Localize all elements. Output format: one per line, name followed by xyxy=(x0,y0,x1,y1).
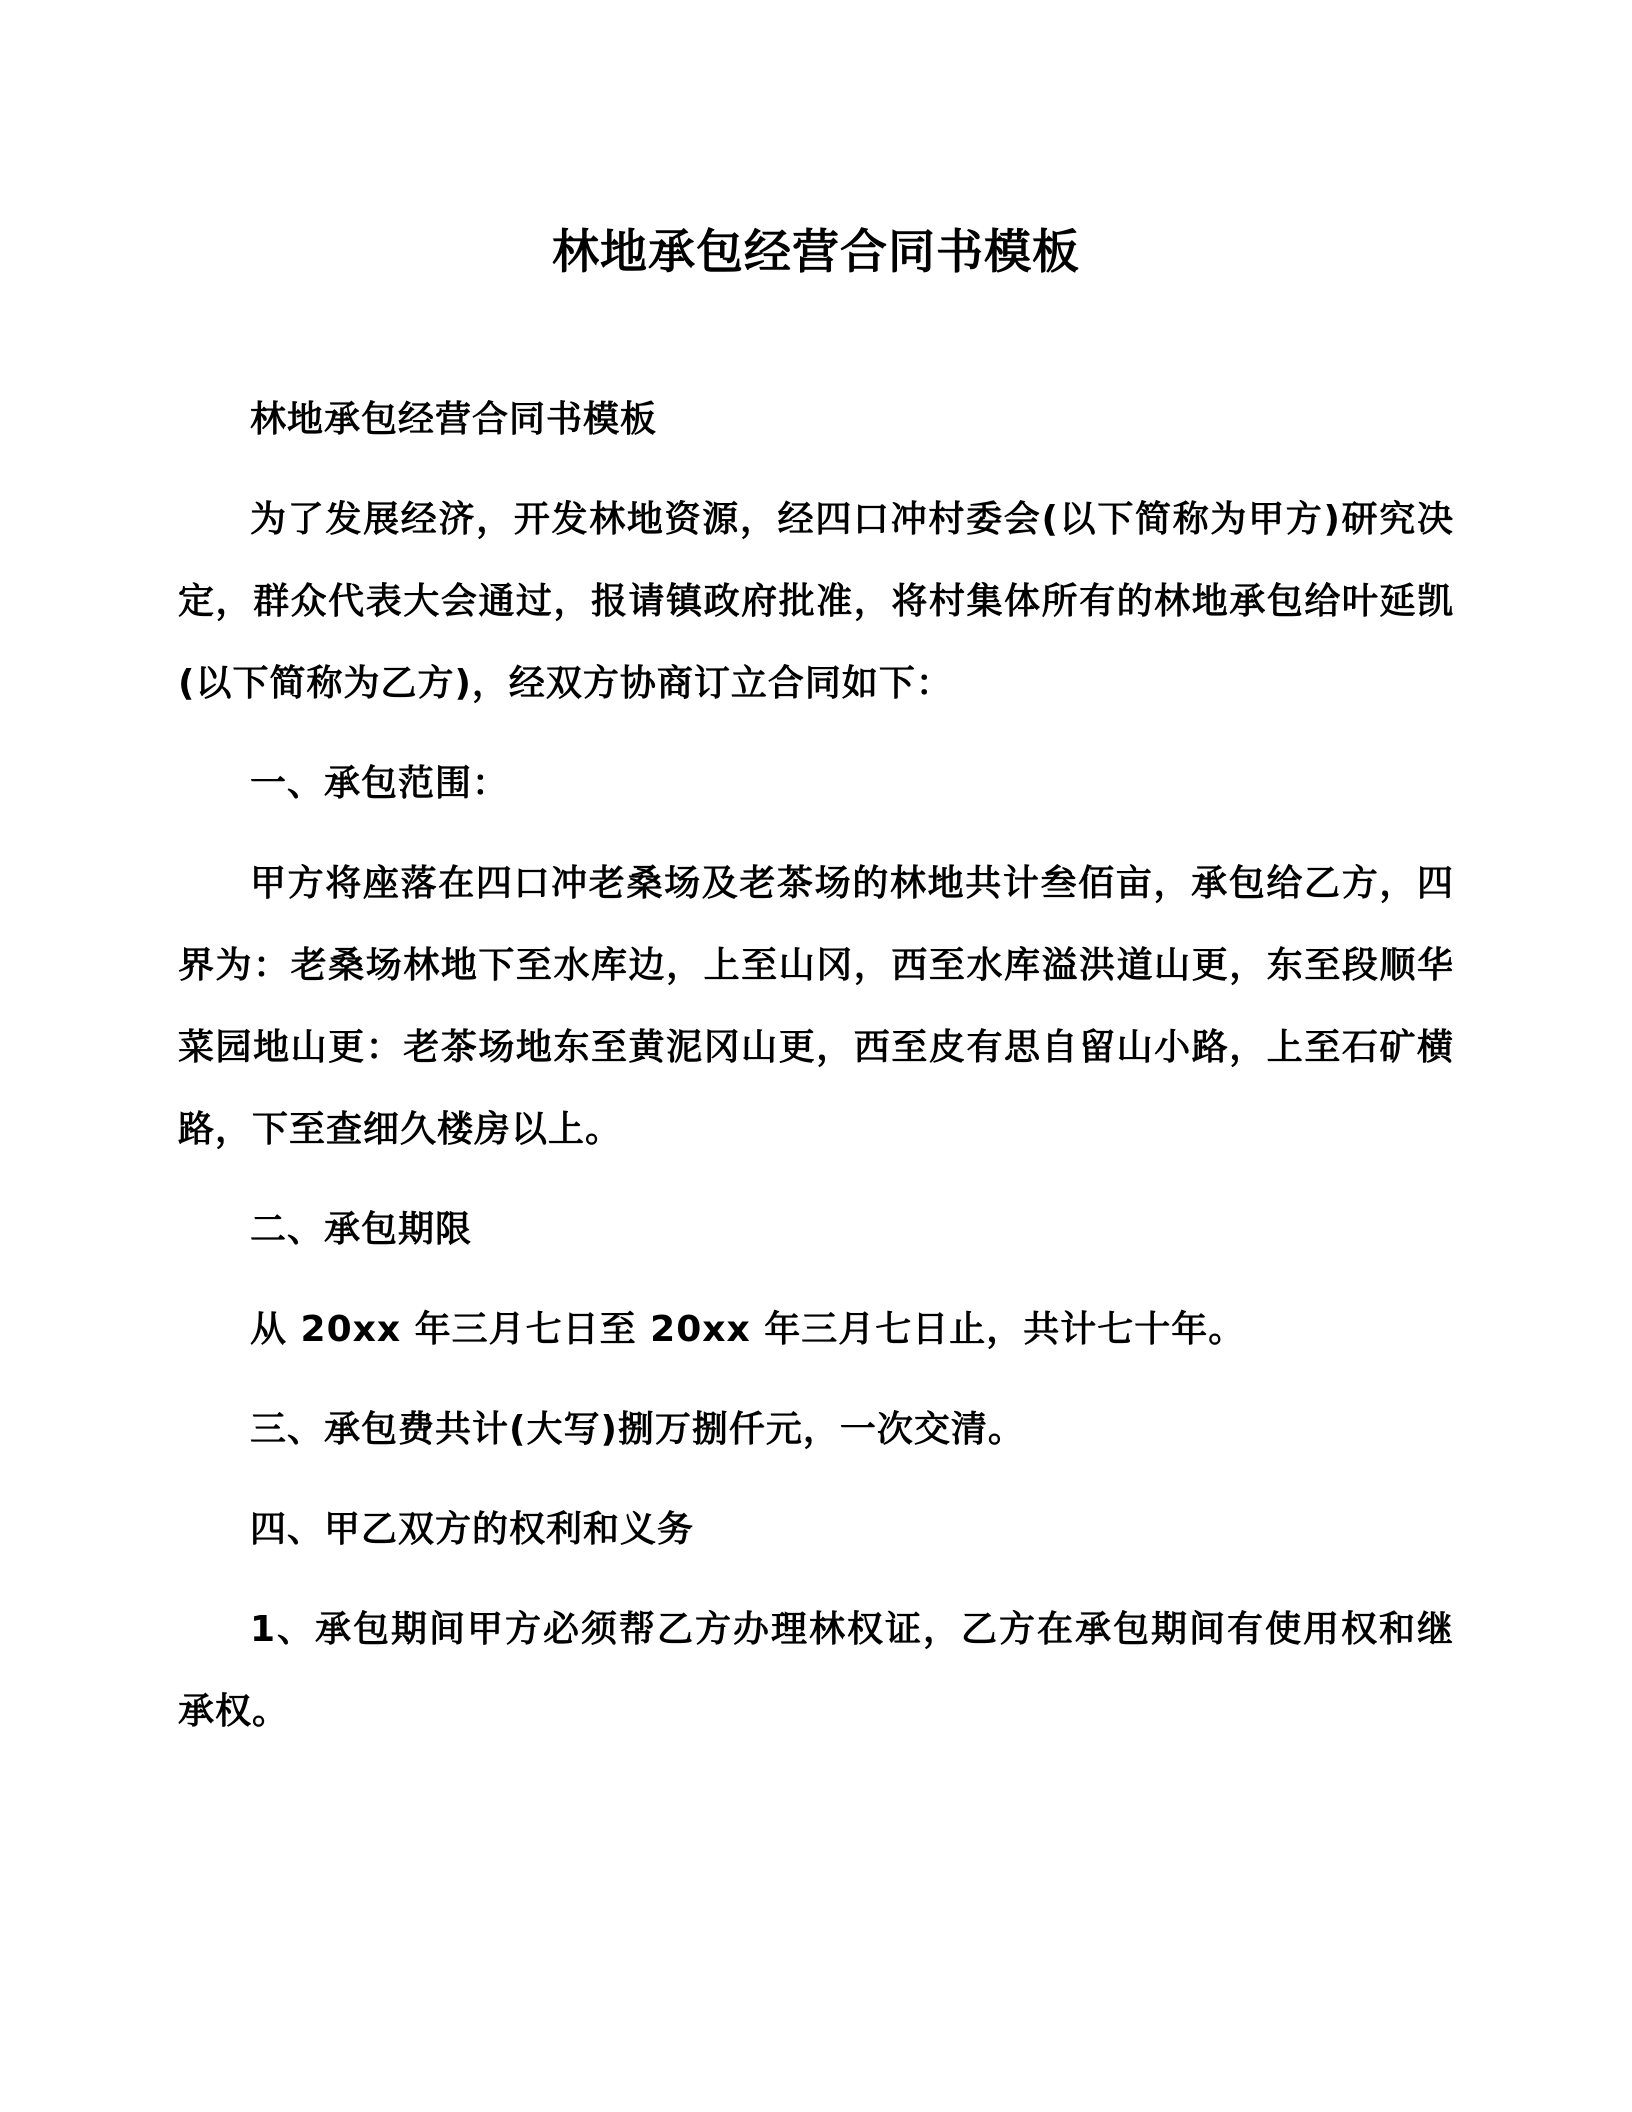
paragraph: 为了发展经济，开发林地资源，经四口冲村委会(以下简称为甲方)研究决定，群众代表大会通过，报请镇政府批准，将村集体所有的林地承包给叶延凯(以下简称为乙方)，经双方协商订立合同如下： xyxy=(178,499,1454,705)
paragraph: 林地承包经营合同书模板 xyxy=(250,399,658,441)
section-heading: 一、承包范围： xyxy=(250,763,510,805)
document-title: 林地承包经营合同书模板 xyxy=(552,225,1080,280)
section-heading: 二、承包期限 xyxy=(250,1209,473,1251)
document-body xyxy=(178,379,1454,1753)
section-heading: 四、甲乙双方的权利和义务 xyxy=(250,1509,695,1551)
paragraph: 从 20xx 年三月七日至 20xx 年三月七日止，共计七十年。 xyxy=(250,1309,1246,1351)
paragraph: 1、承包期间甲方必须帮乙方办理林权证，乙方在承包期间有使用权和继承权。 xyxy=(178,1609,1454,1733)
paragraph: 甲方将座落在四口冲老桑场及老茶场的林地共计叁佰亩，承包给乙方，四界为：老桑场林地下至水库边，上至山冈，西至水库溢洪道山更，东至段顺华菜园地山更：老茶场地东至黄泥冈山更，西至皮有思自留山小路，上至石矿横路，下至查细久楼房以上。 xyxy=(178,863,1454,1151)
section-heading: 三、承包费共计(大写)捌万捌仟元，一次交清。 xyxy=(250,1409,1025,1451)
